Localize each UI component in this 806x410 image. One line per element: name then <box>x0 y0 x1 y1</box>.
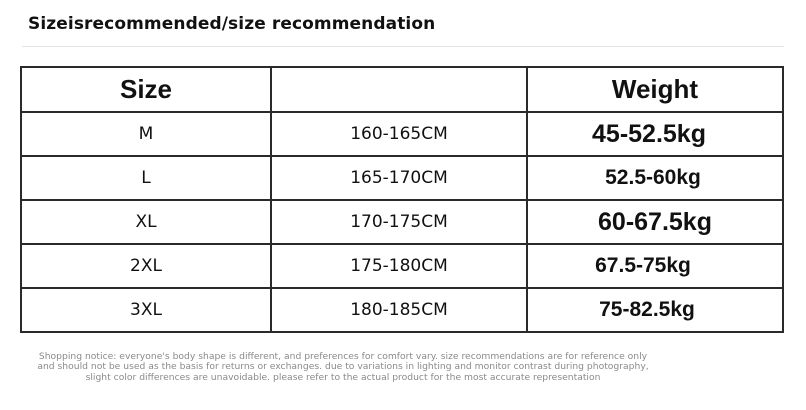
header-height <box>271 67 527 112</box>
height-cell: 170-175CM <box>271 200 527 244</box>
title-divider <box>22 46 784 47</box>
height-cell: 175-180CM <box>271 244 527 288</box>
table-header-row <box>21 67 783 112</box>
weight-cell <box>527 288 783 332</box>
shopping-notice: Shopping notice: everyone's body shape is different, and preferences for comfort vary. size recommendations are for reference only and should not be used as the basis for returns or exchanges. due to variations in lighting and monitor contrast during photography, slight color differences are unavoidable. please refer to the actual product for the most accurate representation <box>37 351 649 383</box>
weight-value: 75-82.5kg <box>599 298 695 321</box>
weight-cell <box>527 200 783 244</box>
size-cell: 3XL <box>21 288 271 332</box>
weight-cell <box>527 244 783 288</box>
height-cell: 160-165CM <box>271 112 527 156</box>
height-cell: 165-170CM <box>271 156 527 200</box>
size-cell: M <box>21 112 271 156</box>
header-size: Size <box>21 67 271 112</box>
weight-value: 52.5-60kg <box>605 166 701 189</box>
weight-cell <box>527 112 783 156</box>
table-row <box>21 244 783 288</box>
weight-value: 60-67.5kg <box>598 207 712 236</box>
size-chart-table <box>20 66 784 333</box>
weight-value: 45-52.5kg <box>592 119 706 148</box>
size-cell: 2XL <box>21 244 271 288</box>
table-row <box>21 200 783 244</box>
header-weight: Weight <box>527 67 783 112</box>
weight-value: 67.5-75kg <box>595 254 691 277</box>
size-cell: L <box>21 156 271 200</box>
height-cell: 180-185CM <box>271 288 527 332</box>
table-row <box>21 112 783 156</box>
weight-cell <box>527 156 783 200</box>
size-cell: XL <box>21 200 271 244</box>
table-row <box>21 156 783 200</box>
page-title: Sizeisrecommended/size recommendation <box>28 14 436 34</box>
table-row <box>21 288 783 332</box>
